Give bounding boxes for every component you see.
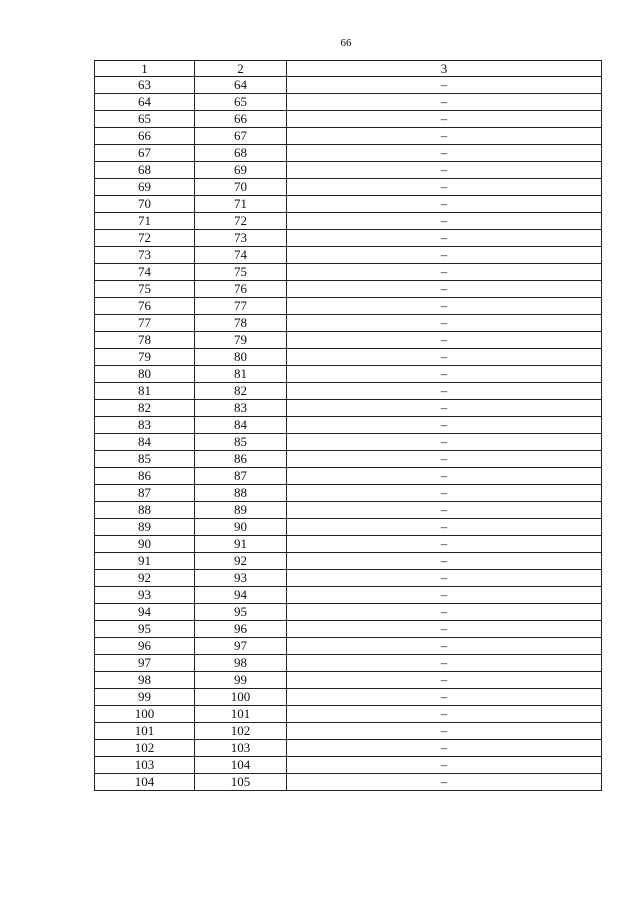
table-cell-col-2: 76 [195, 281, 287, 298]
table-row [95, 672, 602, 689]
table-cell-col-2: 75 [195, 264, 287, 281]
table-cell-col-1: 103 [95, 757, 195, 774]
table-cell-col-2: 69 [195, 162, 287, 179]
table-cell-col-1: 74 [95, 264, 195, 281]
table-cell-col-3: – [287, 230, 602, 247]
table-cell-col-3: – [287, 587, 602, 604]
table-cell-col-1: 67 [95, 145, 195, 162]
page-number: 66 [340, 37, 352, 49]
table-cell-col-1: 96 [95, 638, 195, 655]
table-cell-col-1: 90 [95, 536, 195, 553]
table-cell-col-3: – [287, 706, 602, 723]
table-cell-col-2: 103 [195, 740, 287, 757]
table-cell-col-2: 82 [195, 383, 287, 400]
table-row [95, 162, 602, 179]
table-cell-col-2: 81 [195, 366, 287, 383]
table-cell-col-2: 72 [195, 213, 287, 230]
table-cell-col-1: 93 [95, 587, 195, 604]
table-cell-col-1: 104 [95, 774, 195, 791]
table-cell-col-2: 105 [195, 774, 287, 791]
table-cell-col-2: 79 [195, 332, 287, 349]
table-cell-col-2: 84 [195, 417, 287, 434]
table-cell-col-3: – [287, 179, 602, 196]
table-row [95, 349, 602, 366]
table-cell-col-1: 75 [95, 281, 195, 298]
table-cell-col-1: 63 [95, 77, 195, 94]
table-cell-col-2: 100 [195, 689, 287, 706]
table-cell-col-3: – [287, 689, 602, 706]
table-cell-col-3: – [287, 485, 602, 502]
table-cell-col-1: 99 [95, 689, 195, 706]
table-cell-col-2: 67 [195, 128, 287, 145]
table-cell-col-1: 89 [95, 519, 195, 536]
table-row [95, 94, 602, 111]
table-row [95, 740, 602, 757]
table-row [95, 587, 602, 604]
table-cell-col-2: 64 [195, 77, 287, 94]
table-row [95, 111, 602, 128]
table-cell-col-2: 95 [195, 604, 287, 621]
table-cell-col-2: 71 [195, 196, 287, 213]
table-row [95, 774, 602, 791]
table-cell-col-2: 91 [195, 536, 287, 553]
table-cell-col-3: – [287, 536, 602, 553]
table-cell-col-3: – [287, 417, 602, 434]
table-cell-col-2: 87 [195, 468, 287, 485]
table-cell-col-3: – [287, 468, 602, 485]
table-row [95, 196, 602, 213]
table-cell-col-3: – [287, 672, 602, 689]
table-row [95, 655, 602, 672]
table-cell-col-2: 102 [195, 723, 287, 740]
table-cell-col-3: – [287, 723, 602, 740]
table-cell-col-3: – [287, 77, 602, 94]
table-cell-col-2: 96 [195, 621, 287, 638]
table-row [95, 417, 602, 434]
table-cell-col-1: 79 [95, 349, 195, 366]
table-cell-col-3: – [287, 145, 602, 162]
table-cell-col-2: 77 [195, 298, 287, 315]
table-row [95, 230, 602, 247]
table-cell-col-1: 102 [95, 740, 195, 757]
table-cell-col-1: 87 [95, 485, 195, 502]
table-cell-col-1: 98 [95, 672, 195, 689]
table-cell-col-2: 78 [195, 315, 287, 332]
header-row [95, 61, 602, 77]
table-row [95, 519, 602, 536]
table-cell-col-3: – [287, 638, 602, 655]
table-row [95, 315, 602, 332]
table-cell-col-1: 71 [95, 213, 195, 230]
table-cell-col-1: 88 [95, 502, 195, 519]
table-cell-col-2: 85 [195, 434, 287, 451]
table-row [95, 621, 602, 638]
table-row [95, 366, 602, 383]
table-body [95, 77, 602, 791]
table-cell-col-3: – [287, 400, 602, 417]
table-cell-col-2: 104 [195, 757, 287, 774]
table-cell-col-1: 97 [95, 655, 195, 672]
table-cell-col-3: – [287, 332, 602, 349]
table-row [95, 281, 602, 298]
table-row [95, 213, 602, 230]
table-cell-col-1: 70 [95, 196, 195, 213]
table-cell-col-3: – [287, 604, 602, 621]
table-cell-col-3: – [287, 553, 602, 570]
table-cell-col-3: – [287, 94, 602, 111]
table-cell-col-2: 92 [195, 553, 287, 570]
table-cell-col-1: 66 [95, 128, 195, 145]
table-cell-col-1: 84 [95, 434, 195, 451]
table-cell-col-1: 69 [95, 179, 195, 196]
table-cell-col-1: 68 [95, 162, 195, 179]
table-cell-col-3: – [287, 213, 602, 230]
table-cell-col-3: – [287, 247, 602, 264]
table-cell-col-3: – [287, 128, 602, 145]
table-cell-col-3: – [287, 570, 602, 587]
column-header-2: 2 [195, 61, 287, 77]
table-cell-col-2: 93 [195, 570, 287, 587]
table-row [95, 264, 602, 281]
table-cell-col-1: 81 [95, 383, 195, 400]
table-row [95, 145, 602, 162]
table-cell-col-1: 65 [95, 111, 195, 128]
table-cell-col-2: 88 [195, 485, 287, 502]
table-cell-col-2: 83 [195, 400, 287, 417]
table-cell-col-3: – [287, 349, 602, 366]
table-cell-col-3: – [287, 315, 602, 332]
table-row [95, 332, 602, 349]
table-cell-col-3: – [287, 502, 602, 519]
table-cell-col-1: 86 [95, 468, 195, 485]
data-table [94, 60, 602, 791]
table-cell-col-1: 76 [95, 298, 195, 315]
table-row [95, 604, 602, 621]
column-header-3: 3 [287, 61, 602, 77]
table-cell-col-2: 89 [195, 502, 287, 519]
table-row [95, 128, 602, 145]
table-cell-col-2: 97 [195, 638, 287, 655]
table-row [95, 400, 602, 417]
table-row [95, 77, 602, 94]
table-cell-col-1: 91 [95, 553, 195, 570]
table-row [95, 553, 602, 570]
table-cell-col-3: – [287, 366, 602, 383]
table-cell-col-2: 98 [195, 655, 287, 672]
table-cell-col-2: 101 [195, 706, 287, 723]
table-cell-col-3: – [287, 264, 602, 281]
table-row [95, 383, 602, 400]
table-cell-col-2: 68 [195, 145, 287, 162]
table-row [95, 468, 602, 485]
table-row [95, 434, 602, 451]
table-cell-col-3: – [287, 196, 602, 213]
table-row [95, 638, 602, 655]
table-cell-col-2: 94 [195, 587, 287, 604]
table-cell-col-2: 73 [195, 230, 287, 247]
table-cell-col-2: 74 [195, 247, 287, 264]
table-cell-col-3: – [287, 451, 602, 468]
table-cell-col-3: – [287, 519, 602, 536]
table-row [95, 570, 602, 587]
table-cell-col-1: 83 [95, 417, 195, 434]
table-row [95, 485, 602, 502]
table-cell-col-3: – [287, 655, 602, 672]
table-cell-col-3: – [287, 383, 602, 400]
table-row [95, 689, 602, 706]
table-cell-col-3: – [287, 757, 602, 774]
table-cell-col-3: – [287, 298, 602, 315]
table-cell-col-2: 99 [195, 672, 287, 689]
table-cell-col-2: 70 [195, 179, 287, 196]
table-cell-col-2: 66 [195, 111, 287, 128]
table-row [95, 247, 602, 264]
table-cell-col-2: 86 [195, 451, 287, 468]
table-cell-col-3: – [287, 434, 602, 451]
table-row [95, 757, 602, 774]
column-header-1: 1 [95, 61, 195, 77]
table-cell-col-2: 65 [195, 94, 287, 111]
table-cell-col-1: 95 [95, 621, 195, 638]
table-cell-col-1: 82 [95, 400, 195, 417]
table-cell-col-2: 90 [195, 519, 287, 536]
table-header [95, 61, 602, 77]
table-cell-col-1: 80 [95, 366, 195, 383]
table-cell-col-1: 72 [95, 230, 195, 247]
table-cell-col-1: 100 [95, 706, 195, 723]
table-cell-col-1: 101 [95, 723, 195, 740]
table-row [95, 723, 602, 740]
table-cell-col-3: – [287, 281, 602, 298]
table-cell-col-1: 94 [95, 604, 195, 621]
table-cell-col-3: – [287, 111, 602, 128]
table-row [95, 502, 602, 519]
table-cell-col-3: – [287, 774, 602, 791]
table-cell-col-1: 78 [95, 332, 195, 349]
table-row [95, 179, 602, 196]
table-cell-col-2: 80 [195, 349, 287, 366]
table-row [95, 298, 602, 315]
table-cell-col-3: – [287, 162, 602, 179]
table-row [95, 706, 602, 723]
table-cell-col-1: 77 [95, 315, 195, 332]
table-cell-col-1: 85 [95, 451, 195, 468]
table-cell-col-1: 73 [95, 247, 195, 264]
table-cell-col-3: – [287, 740, 602, 757]
table-row [95, 536, 602, 553]
table-cell-col-1: 92 [95, 570, 195, 587]
table-cell-col-3: – [287, 621, 602, 638]
table-cell-col-1: 64 [95, 94, 195, 111]
table-row [95, 451, 602, 468]
